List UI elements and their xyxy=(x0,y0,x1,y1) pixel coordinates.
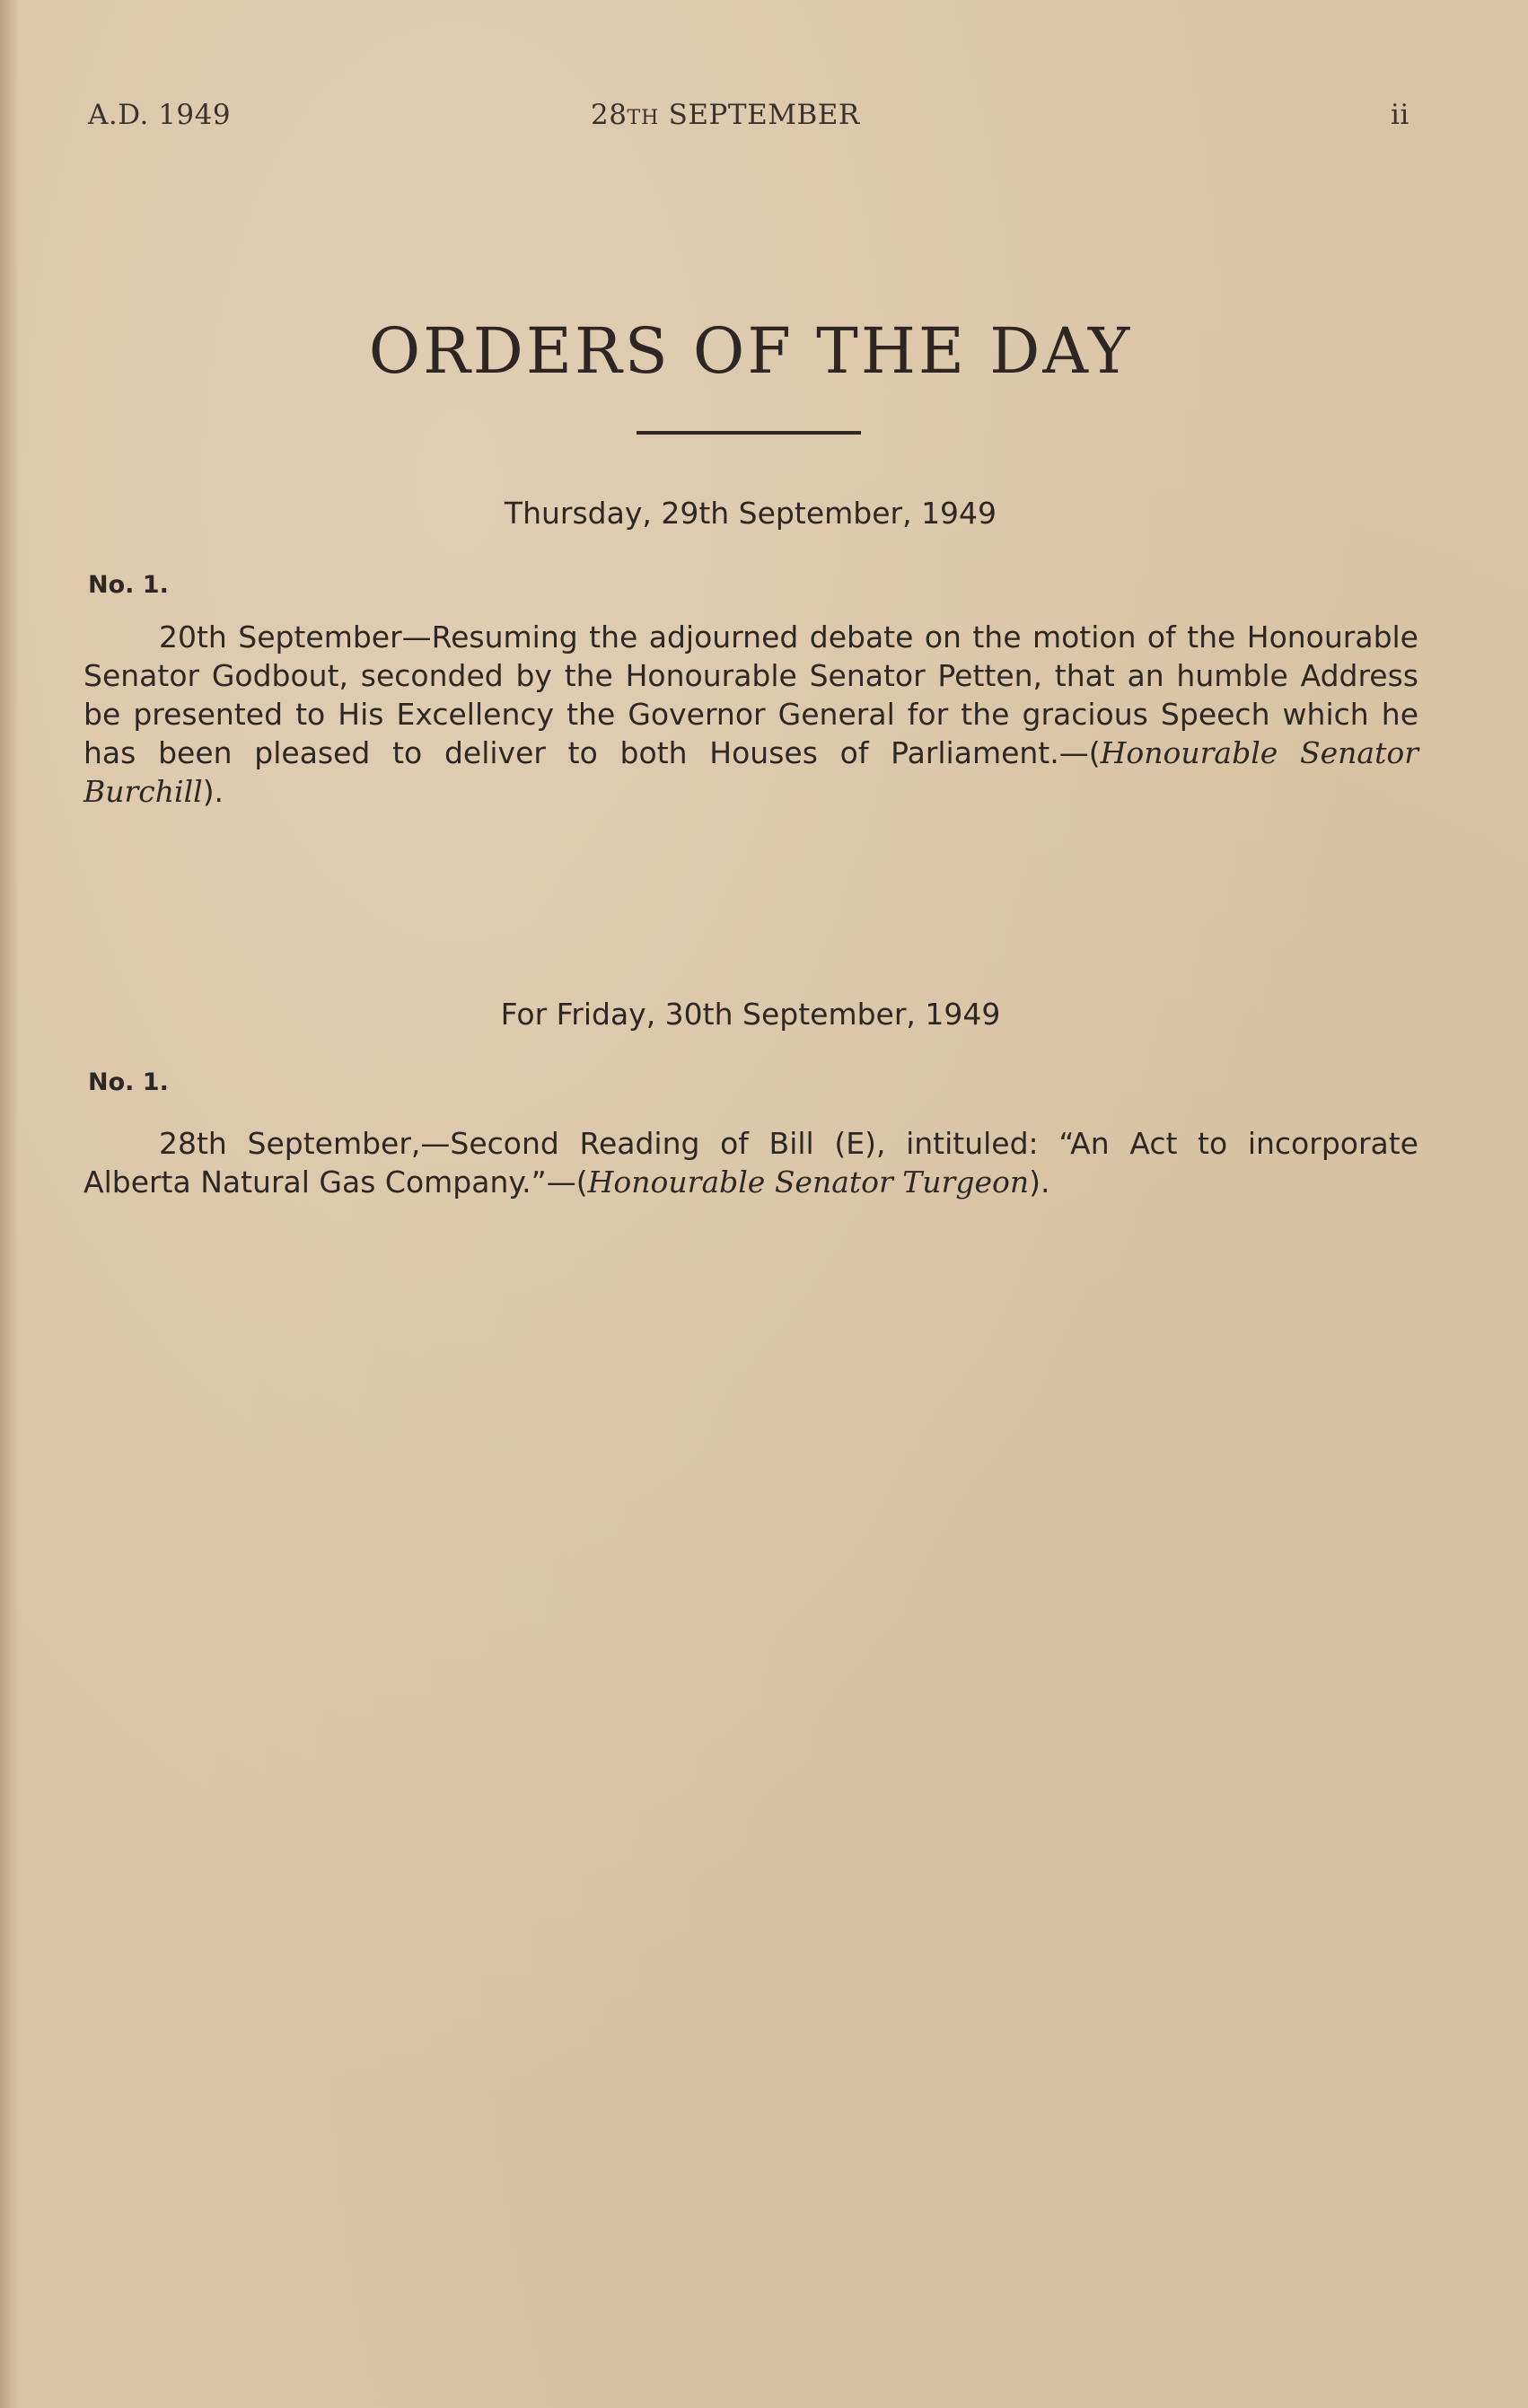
order-mover: Honourable Senator Turgeon xyxy=(587,1164,1030,1200)
order-number: No. 1. xyxy=(88,571,169,599)
order-closing: ). xyxy=(1029,1164,1050,1200)
order-body: 20th September—Resuming the adjourned debate on the motion of the Honourable Senator Godbout, seconded by the Honourable Senator Petten, that an humble Address be presented to His Excellency the Governor General for the gracious Speech which he has been pleased to deliver to both Houses of Parliament.—( xyxy=(83,620,1418,770)
running-head-date xyxy=(591,99,860,131)
running-head-day: 28 xyxy=(591,99,628,131)
running-head-suffix: TH xyxy=(627,107,660,129)
order-text xyxy=(83,618,1418,811)
order-closing: ). xyxy=(202,774,224,809)
order-text xyxy=(83,1124,1418,1201)
order-mover: Honourable Senator Burchill xyxy=(83,735,1418,809)
sitting-date-heading: Thursday, 29th September, 1949 xyxy=(504,496,997,531)
sitting-date-heading: For Friday, 30th September, 1949 xyxy=(500,997,1001,1032)
page-title: ORDERS OF THE DAY xyxy=(368,314,1133,388)
order-body: 28th September,—Second Reading of Bill (E), intituled: “An Act to incorporate Alberta Natural Gas Company.”—( xyxy=(83,1126,1418,1200)
page-number: ii xyxy=(1391,99,1409,131)
running-head-month: SEPTEMBER xyxy=(668,99,860,131)
title-rule xyxy=(637,431,861,435)
order-number: No. 1. xyxy=(88,1068,169,1096)
running-head-year: A.D. 1949 xyxy=(88,99,232,131)
